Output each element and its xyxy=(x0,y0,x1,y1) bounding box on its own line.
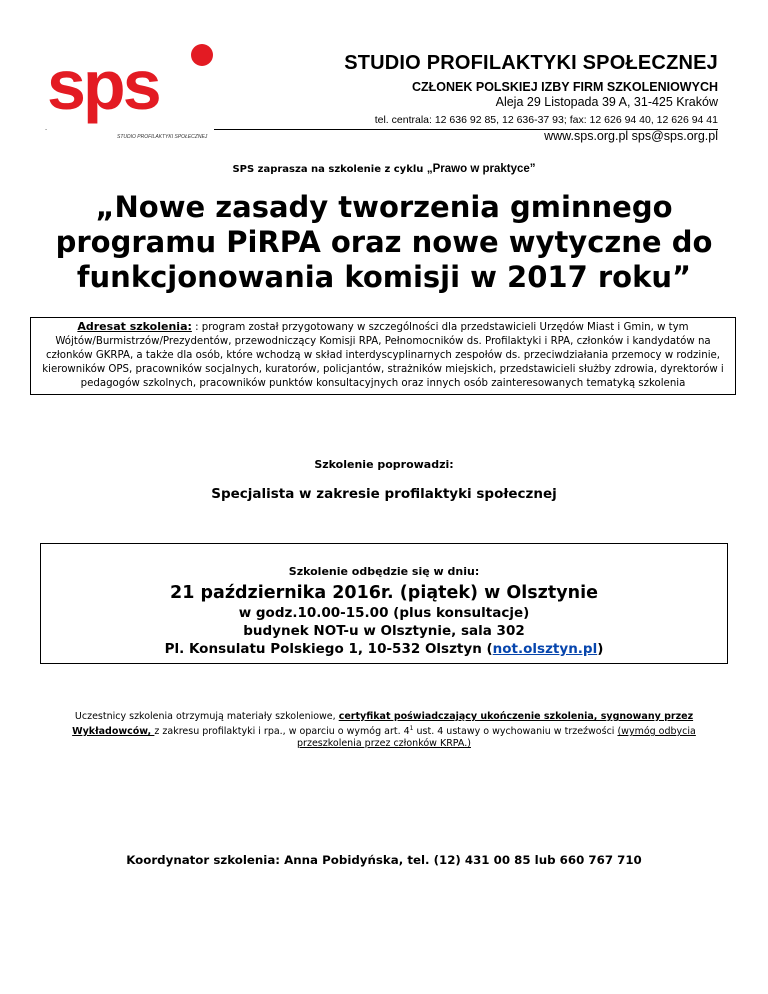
org-membership: CZŁONEK POLSKIEJ IZBY FIRM SZKOLENIOWYCH xyxy=(411,80,718,94)
cert-part-5: (wymóg odbycia przeszkolenia przez członków KRPA.) xyxy=(297,726,696,750)
org-address: Aleja 29 Listopada 39 A, 31-425 Kraków xyxy=(495,95,718,109)
sps-logo xyxy=(47,44,217,144)
cert-part-2: certyfikat poświadczający ukończenie szkolenia, sygnowany przez Wykładowców, xyxy=(72,711,694,738)
header-divider xyxy=(214,129,718,130)
cert-part-4: ust. 4 ustawy o wychowaniu w trzeźwości xyxy=(413,726,618,738)
org-header xyxy=(344,52,718,144)
org-phone: tel. centrala: 12 636 92 85, 12 636-37 93; fax: 12 626 94 40, 12 626 94 41 xyxy=(374,114,718,126)
org-name: STUDIO PROFILAKTYKI SPOŁECZNEJ xyxy=(344,52,718,74)
lead-label: Szkolenie poprowadzi: xyxy=(314,458,454,471)
invite-line xyxy=(0,163,768,175)
event-address-suffix: ) xyxy=(597,641,604,657)
event-venue: budynek NOT-u w Olsztynie, sala 302 xyxy=(243,623,525,639)
certificate-note xyxy=(40,711,728,750)
venue-link[interactable]: not.olsztyn.pl xyxy=(492,641,598,657)
audience-text: : program został przygotowany w szczególności dla przedstawicieli Urzędów Miast i Gmin, w tym Wójtów/Burmistrzów/Prezydentów, przewodniczący Komisji RPA, Pełnomocników ds. Profilaktyki i RPA, członków i kandydatów na członków GKRPA, a także dla osób, które wchodzą w skład interdyscyplinarnych zespołów ds. przeciwdziałania przemocy w rodzinie, kierowników OPS, pracowników socjalnych, kuratorów, policjantów, strażników miejskich, przedstawicieli służby zdrowia, dyrektorów i pedagogów szkolnych, pracowników punktów konsultacyjnych oraz innych osób zainteresowanych tematyką szkolenia xyxy=(42,322,724,389)
cert-sup: 1 xyxy=(409,725,414,732)
event-address xyxy=(41,640,727,658)
coordinator: Koordynator szkolenia: Anna Pobidyńska, tel. (12) 431 00 85 lub 660 767 710 xyxy=(126,853,642,867)
cert-part-1: Uczestnicy szkolenia otrzymują materiały szkoleniowe, xyxy=(74,711,339,722)
org-web: www.sps.org.pl sps@sps.org.pl xyxy=(544,129,718,143)
logo-tick: - xyxy=(45,126,48,133)
event-address-prefix: Pl. Konsulatu Polskiego 1, 10-532 Olsztyn ( xyxy=(164,641,493,657)
training-title: „Nowe zasady tworzenia gminnego programu PiRPA oraz nowe wytyczne do funkcjonowania komisji w 2017 roku” xyxy=(55,190,713,294)
event-hours: w godz.10.00-15.00 (plus konsultacje) xyxy=(238,605,530,621)
audience-box xyxy=(30,317,736,395)
logo-dot xyxy=(191,44,213,66)
trainer: Specjalista w zakresie profilaktyki społecznej xyxy=(211,486,557,502)
cert-part-3: z zakresu profilaktyki i rpa., w oparciu o wymóg art. 4 xyxy=(154,726,410,738)
audience-label: Adresat szkolenia: xyxy=(77,320,192,333)
logo-wordmark: sps xyxy=(47,46,159,124)
event-intro: Szkolenie odbędzie się w dniu: xyxy=(288,565,480,578)
event-box xyxy=(40,543,728,664)
invite-prefix: SPS zaprasza na szkolenie z cyklu xyxy=(232,164,427,175)
invite-cycle: „Prawo w praktyce” xyxy=(426,163,536,175)
event-date: 21 października 2016r. (piątek) w Olsztynie xyxy=(170,583,598,603)
logo-tagline: STUDIO PROFILAKTYKI SPOŁECZNEJ xyxy=(117,134,208,140)
